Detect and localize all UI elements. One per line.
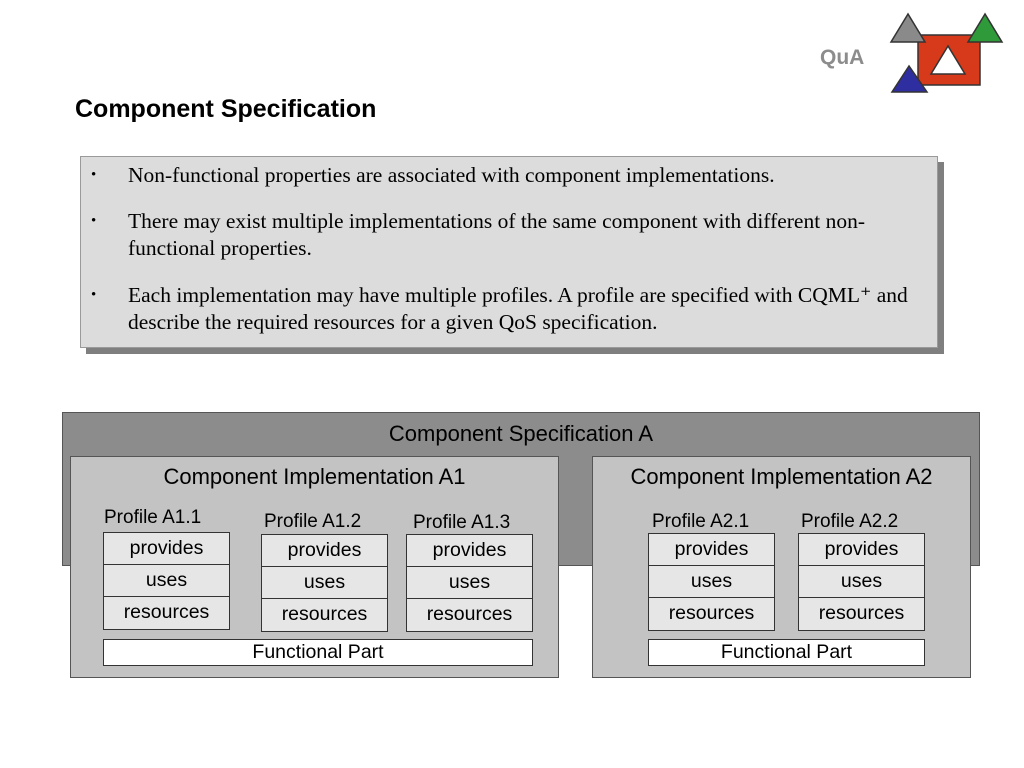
logo-gray-triangle [891,14,925,42]
provides-cell: provides [407,535,532,567]
functional-part-a1: Functional Part [103,639,533,666]
functional-part-a2: Functional Part [648,639,925,666]
provides-cell: provides [649,534,774,566]
component-spec-title: Component Specification A [388,421,654,446]
profile-a2-2 [798,533,925,631]
uses-cell: uses [262,567,387,599]
uses-cell: uses [407,567,532,599]
brand-label: QuA [820,46,865,69]
profile-a1-2-label: Profile A1.2 [264,511,362,532]
resources-cell: resources [818,602,905,624]
bullet-text: Each implementation may have multiple profiles. A profile are specified with CQML⁺ and describe the required resources for a given QoS specification. [128,283,908,334]
implementation-a1-title: Component Implementation A1 [163,464,466,489]
bullet-text: Non-functional properties are associated with component implementations. [128,163,775,187]
bullet-dot: • [91,213,97,229]
bullet-dot: • [91,287,97,303]
implementation-a2-title: Component Implementation A2 [630,464,933,489]
profile-a2-1 [648,533,775,631]
profile-a1-1 [103,532,230,630]
bullet-box [80,156,938,348]
bullet-dot: • [91,167,97,183]
provides-cell: provides [799,534,924,566]
page-title: Component Specification [75,95,377,123]
logo-green-triangle [968,14,1002,42]
profile-a1-2 [261,534,388,632]
profile-a1-3-label: Profile A1.3 [413,512,511,533]
profile-a2-1-label: Profile A2.1 [652,511,750,532]
profile-a1-1-label: Profile A1.1 [104,507,202,528]
resources-cell: resources [668,602,755,624]
qua-logo-icon [885,10,1005,95]
provides-cell: provides [104,533,229,565]
resources-cell: resources [281,603,368,625]
uses-cell: uses [649,566,774,598]
profile-a2-2-label: Profile A2.2 [801,511,899,532]
uses-cell: uses [799,566,924,598]
resources-cell: resources [123,601,210,623]
provides-cell: provides [262,535,387,567]
uses-cell: uses [104,565,229,597]
bullet-text: There may exist multiple implementations of the same component with different non-functional properties. [128,209,865,260]
profile-a1-3 [406,534,533,632]
resources-cell: resources [426,603,513,625]
